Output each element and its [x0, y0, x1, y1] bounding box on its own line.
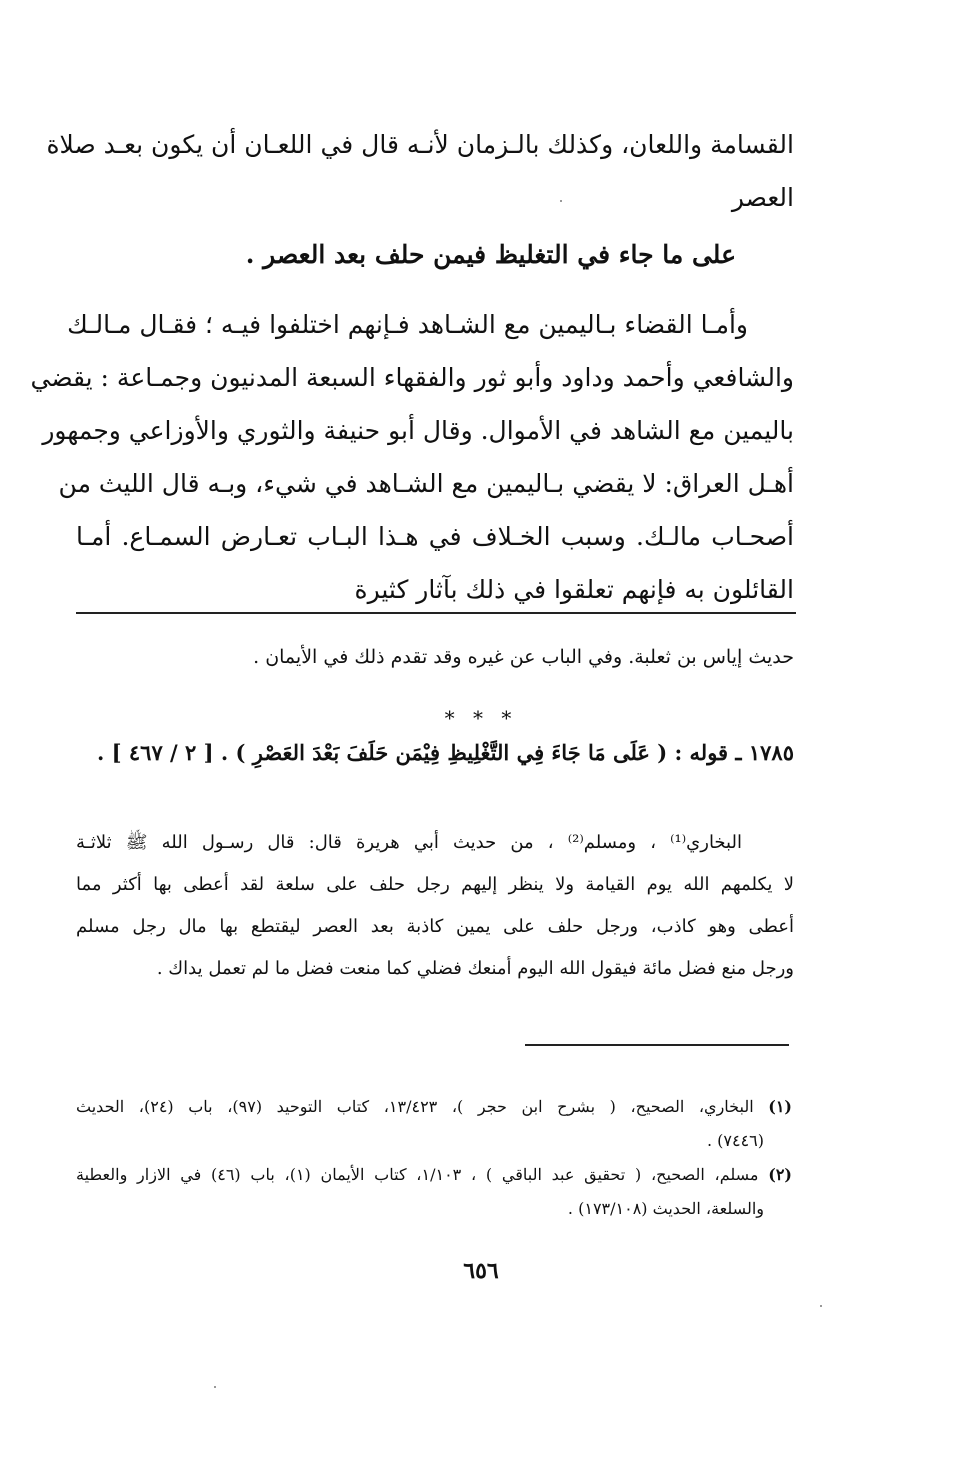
footnotes [76, 1090, 792, 1226]
footnote-number: (٢) [768, 1165, 792, 1184]
footnote-text: (٧٤٤٦) . [706, 1131, 764, 1150]
main-text-line: والشافعي وأحمد وداود وأبو ثور والفقهاء السبعة المدنيون وجمـاعة : يقضي [30, 363, 794, 392]
main-text-divider [76, 612, 796, 614]
main-text-top [46, 118, 794, 224]
commentary-line: البخاري⁽¹⁾ ، ومسلم⁽²⁾ ، من حديث أبي هريرة قال: قال رسـول الله ﷺ ثلاثـة [76, 832, 742, 853]
scan-speck [820, 1305, 822, 1307]
footnote-text: مسلم، الصحيح، ( تحقيق عبد الباقي ) ، ١/١٠٣، كتاب الأيمان (١)، باب (٤٦) في الازار والعطية [76, 1165, 759, 1184]
main-text-line: القسامة واللعان، وكذلك بالـزمان لأنـه قال في اللعـان أن يكون بعـد صلاة [46, 130, 794, 159]
main-text-line: باليمين مع الشاهد في الأموال. وقال أبو حنيفة والثوري والأوزاعي وجمهور [42, 416, 794, 445]
main-text-line: العصر [731, 183, 794, 212]
main-text-body [30, 298, 794, 616]
footnote-divider [525, 1044, 789, 1046]
commentary-entry-heading: ١٧٨٥ ـ قوله : ( عَلَى مَا جَاءَ فِي التَّغْلِيظِ فِيْمَن حَلَفَ بَعْدَ العَصْرِ ) . [ ٢ / ٤٦٧ ] . [97, 740, 794, 765]
commentary-line: لا يكلمهم الله يوم القيامة ولا ينظر إليهم رجل حلف على سلعة لقد أعطى بها أكثر مما [76, 874, 794, 895]
footnote-2 [76, 1158, 792, 1226]
main-text-line: أصحـاب مالـك. وسبب الخـلاف في هـذا البـاب تعـارض السمـاع. أمـا [76, 522, 794, 551]
footnote-1 [76, 1090, 792, 1158]
page-number: ٦٥٦ [463, 1258, 499, 1284]
main-text-line: أهـل العراق: لا يقضي بـاليمين مع الشـاهد في شيء، وبـه قال الليث من [58, 469, 794, 498]
footnote-number: (١) [768, 1097, 792, 1116]
footnote-text: البخاري، الصحيح، ( بشرح ابن حجر )، ١٣/٤٢٣، كتاب التوحيد (٩٧)، باب (٢٤)، الحديث [76, 1097, 754, 1116]
commentary-continuation: حديث إياس بن ثعلبة. وفي الباب عن غيره وقد تقدم ذلك في الأيمان . [253, 646, 794, 668]
commentary-entry-body [76, 822, 794, 990]
commentary-line: أعطى وهو كاذب، ورجل حلف على يمين كاذبة بعد العصر ليقتطع بها مال رجل مسلم [76, 916, 794, 937]
main-text-line: وأمـا القضاء بـاليمين مع الشـاهد فـإنهم اختلفوا فيـه ؛ فقـال مـالـك [67, 310, 748, 339]
section-heading: على ما جاء في التغليظ فيمن حلف بعد العصر . [245, 240, 736, 269]
commentary-line: ورجل منع فضل مائة فيقول الله اليوم أمنعك فضلي كما منعت فضل ما لم تعمل يداك . [156, 958, 794, 979]
scan-speck [560, 200, 562, 202]
scan-speck [214, 1386, 216, 1388]
footnote-text: والسلعة، الحديث (١٧٣/١٠٨) . [567, 1199, 764, 1218]
section-separator: * * * [444, 706, 518, 730]
main-text-line: القائلون به فإنهم تعلقوا في ذلك بآثار كثيرة [354, 575, 794, 604]
